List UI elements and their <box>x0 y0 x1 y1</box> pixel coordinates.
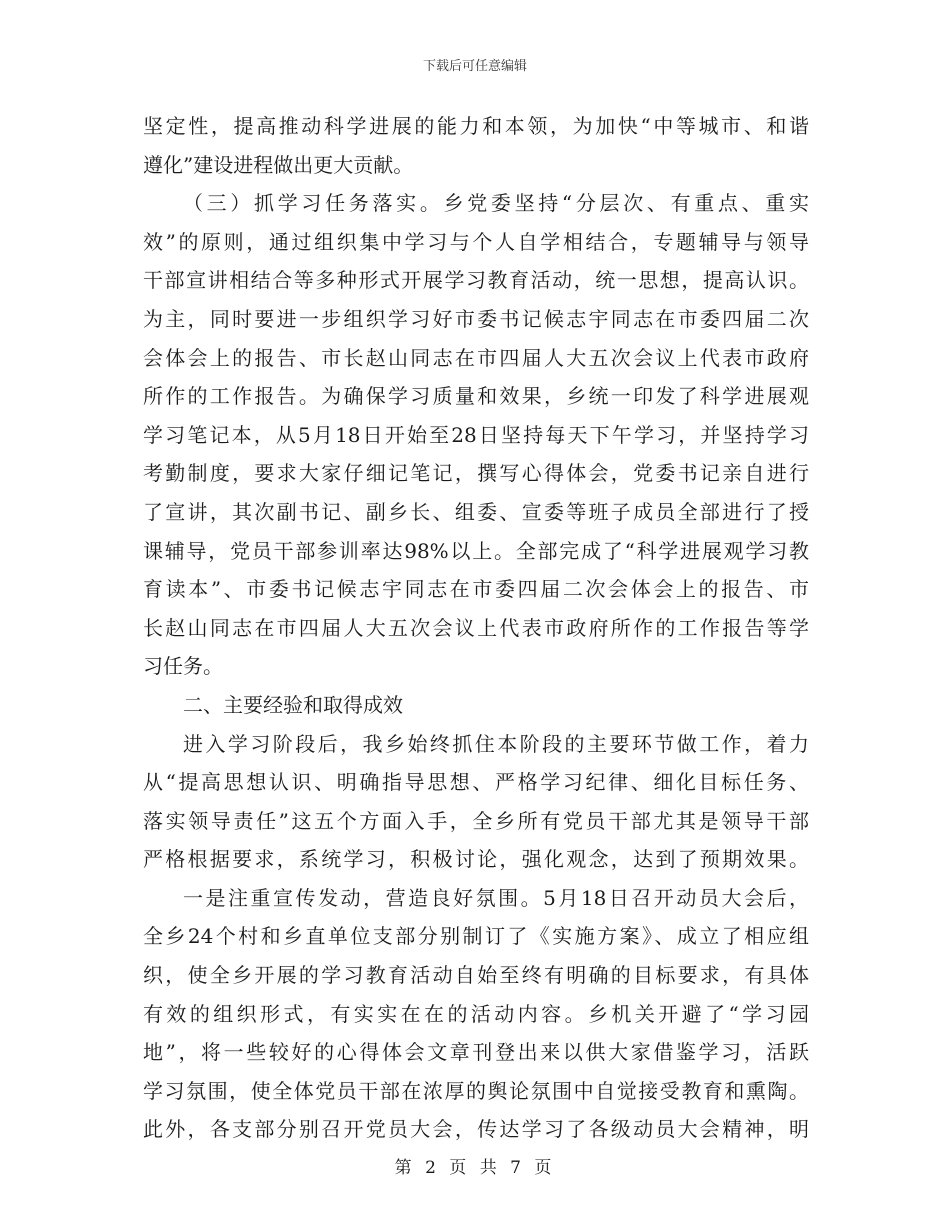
text-line: 坚定性，提高推动科学进展的能力和本领，为加快“中等城市、和谐 <box>143 114 809 138</box>
section-heading: 二、主要经验和取得成效 <box>183 692 403 717</box>
text-line: 长赵山同志在市四届人大五次会议上代表市政府所作的工作报告等学 <box>143 615 809 640</box>
text-line: 学习笔记本，从5月18日开始至28日坚持每天下午学习，并坚持学习 <box>143 422 809 447</box>
text-line: 为主，同时要进一步组织学习好市委书记候志宇同志在市委四届二次 <box>143 306 809 331</box>
text-line: 会体会上的报告、市长赵山同志在市四届人大五次会议上代表市政府 <box>143 345 809 370</box>
text-line: 了宣讲，其次副书记、副乡长、组委、宣委等班子成员全部进行了授 <box>143 499 809 524</box>
text-line: 课辅导，党员干部参训率达98%以上。全部完成了“科学进展观学习教 <box>143 538 809 563</box>
text-line: 考勤制度，要求大家仔细记笔记，撰写心得体会，党委书记亲自进行 <box>143 461 809 486</box>
text-line: 习任务。 <box>143 654 223 679</box>
text-line: （三）抓学习任务落实。乡党委坚持“分层次、有重点、重实 <box>183 191 809 216</box>
text-line: 所作的工作报告。为确保学习质量和效果，乡统一印发了科学进展观 <box>143 384 809 409</box>
text-line: 一是注重宣传发动，营造良好氛围。5月18日召开动员大会后， <box>183 885 809 910</box>
page-header: 下载后可任意编辑 <box>422 59 527 74</box>
text-line: 效”的原则，通过组织集中学习与个人自学相结合，专题辅导与领导 <box>143 229 809 254</box>
text-line: 干部宣讲相结合等多种形式开展学习教育活动，统一思想，提高认识。 <box>143 268 809 293</box>
text-line: 遵化”建设进程做出更大贡献。 <box>143 152 414 177</box>
text-line: 此外，各支部分别召开党员大会，传达学习了各级动员大会精神，明 <box>143 1117 809 1142</box>
text-line: 有效的组织形式，有实实在在的活动内容。乡机关开避了“学习园 <box>143 1001 809 1026</box>
text-line: 地”，将一些较好的心得体会文章刊登出来以供大家借鉴学习，活跃 <box>143 1040 809 1065</box>
text-line: 育读本”、市委书记候志宇同志在市委四届二次会体会上的报告、市 <box>143 577 809 602</box>
document-body <box>143 107 809 1149</box>
text-line: 从“提高思想认识、明确指导思想、严格学习纪律、细化目标任务、 <box>143 770 809 795</box>
text-line: 学习氛围，使全体党员干部在浓厚的舆论氛围中自觉接受教育和熏陶。 <box>143 1078 809 1103</box>
page-number: 第 2 页 共 7 页 <box>394 1158 556 1178</box>
text-line: 织，使全乡开展的学习教育活动自始至终有明确的目标要求，有具体 <box>143 963 809 988</box>
text-line: 进入学习阶段后，我乡始终抓住本阶段的主要环节做工作，着力 <box>183 731 809 756</box>
text-line: 全乡24个村和乡直单位支部分别制订了《实施方案》、成立了相应组 <box>143 924 809 949</box>
text-line: 落实领导责任”这五个方面入手，全乡所有党员干部尤其是领导干部 <box>143 808 809 833</box>
text-line: 严格根据要求，系统学习，积极讨论，强化观念，达到了预期效果。 <box>143 847 809 872</box>
